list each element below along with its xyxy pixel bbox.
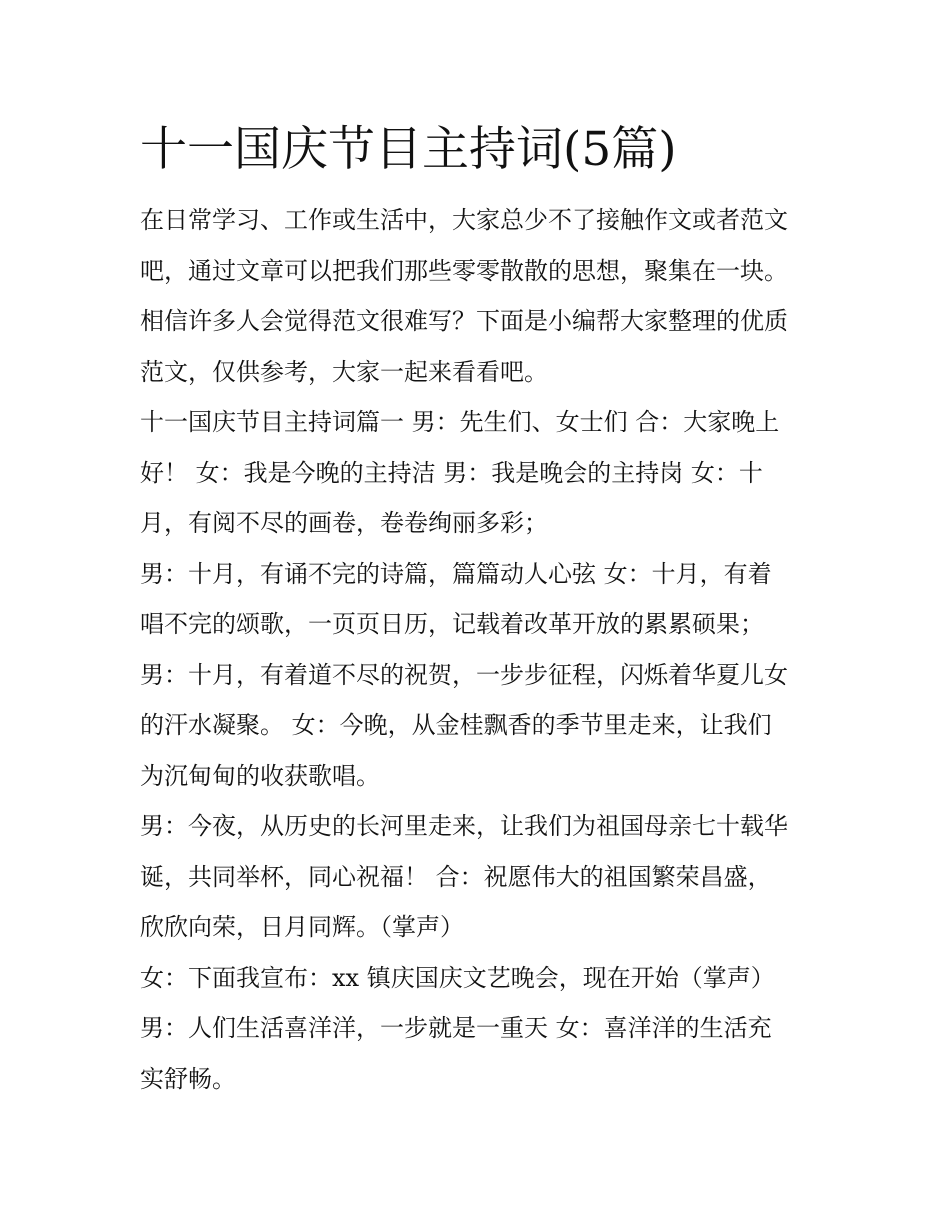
body-line: 相信许多人会觉得范文很难写？下面是小编帮大家整理的优质 — [140, 307, 788, 335]
body-line: 的汗水凝聚。 女：今晚，从金桂飘香的季节里走来，让我们 — [140, 711, 772, 739]
body-line: 女：下面我宣布：xx 镇庆国庆文艺晚会，现在开始（掌声） — [140, 963, 775, 992]
body-line: 吧，通过文章可以把我们那些零零散散的思想，聚集在一块。 — [140, 256, 788, 285]
body-line: 男：人们生活喜洋洋，一步就是一重天 女：喜洋洋的生活充 — [140, 1014, 772, 1042]
body-line: 唱不完的颂歌，一页页日历，记载着改革开放的累累硕果； — [140, 610, 764, 638]
body-line: 为沉甸甸的收获歌唱。 — [140, 761, 380, 790]
body-line: 诞，共同举杯，同心祝福！ 合：祝愿伟大的祖国繁荣昌盛， — [140, 862, 772, 891]
body-line: 实舒畅。 — [140, 1064, 236, 1093]
body-line: 范文，仅供参考，大家一起来看看吧。 — [140, 357, 548, 386]
body-line: 在日常学习、工作或生活中，大家总少不了接触作文或者范文 — [140, 206, 788, 234]
body-line: 十一国庆节目主持词篇一 男：先生们、女士们 合：大家晚上 — [140, 408, 780, 436]
body-line: 男：今夜，从历史的长河里走来，让我们为祖国母亲七十载华 — [140, 812, 788, 840]
body-line: 男：十月，有着道不尽的祝贺，一步步征程，闪烁着华夏儿女 — [140, 660, 788, 689]
body-line: 欣欣向荣，日月同辉。（掌声） — [140, 913, 464, 941]
document-title: 十一国庆节目主持词(5篇) — [140, 122, 677, 177]
body-line: 男：十月，有诵不完的诗篇，篇篇动人心弦 女：十月，有着 — [140, 559, 772, 588]
document-body — [140, 195, 830, 1104]
body-line: 月，有阅不尽的画卷，卷卷绚丽多彩； — [140, 509, 548, 537]
body-line: 好！ 女：我是今晚的主持洁 男：我是晚会的主持岗 女：十 — [140, 458, 763, 487]
